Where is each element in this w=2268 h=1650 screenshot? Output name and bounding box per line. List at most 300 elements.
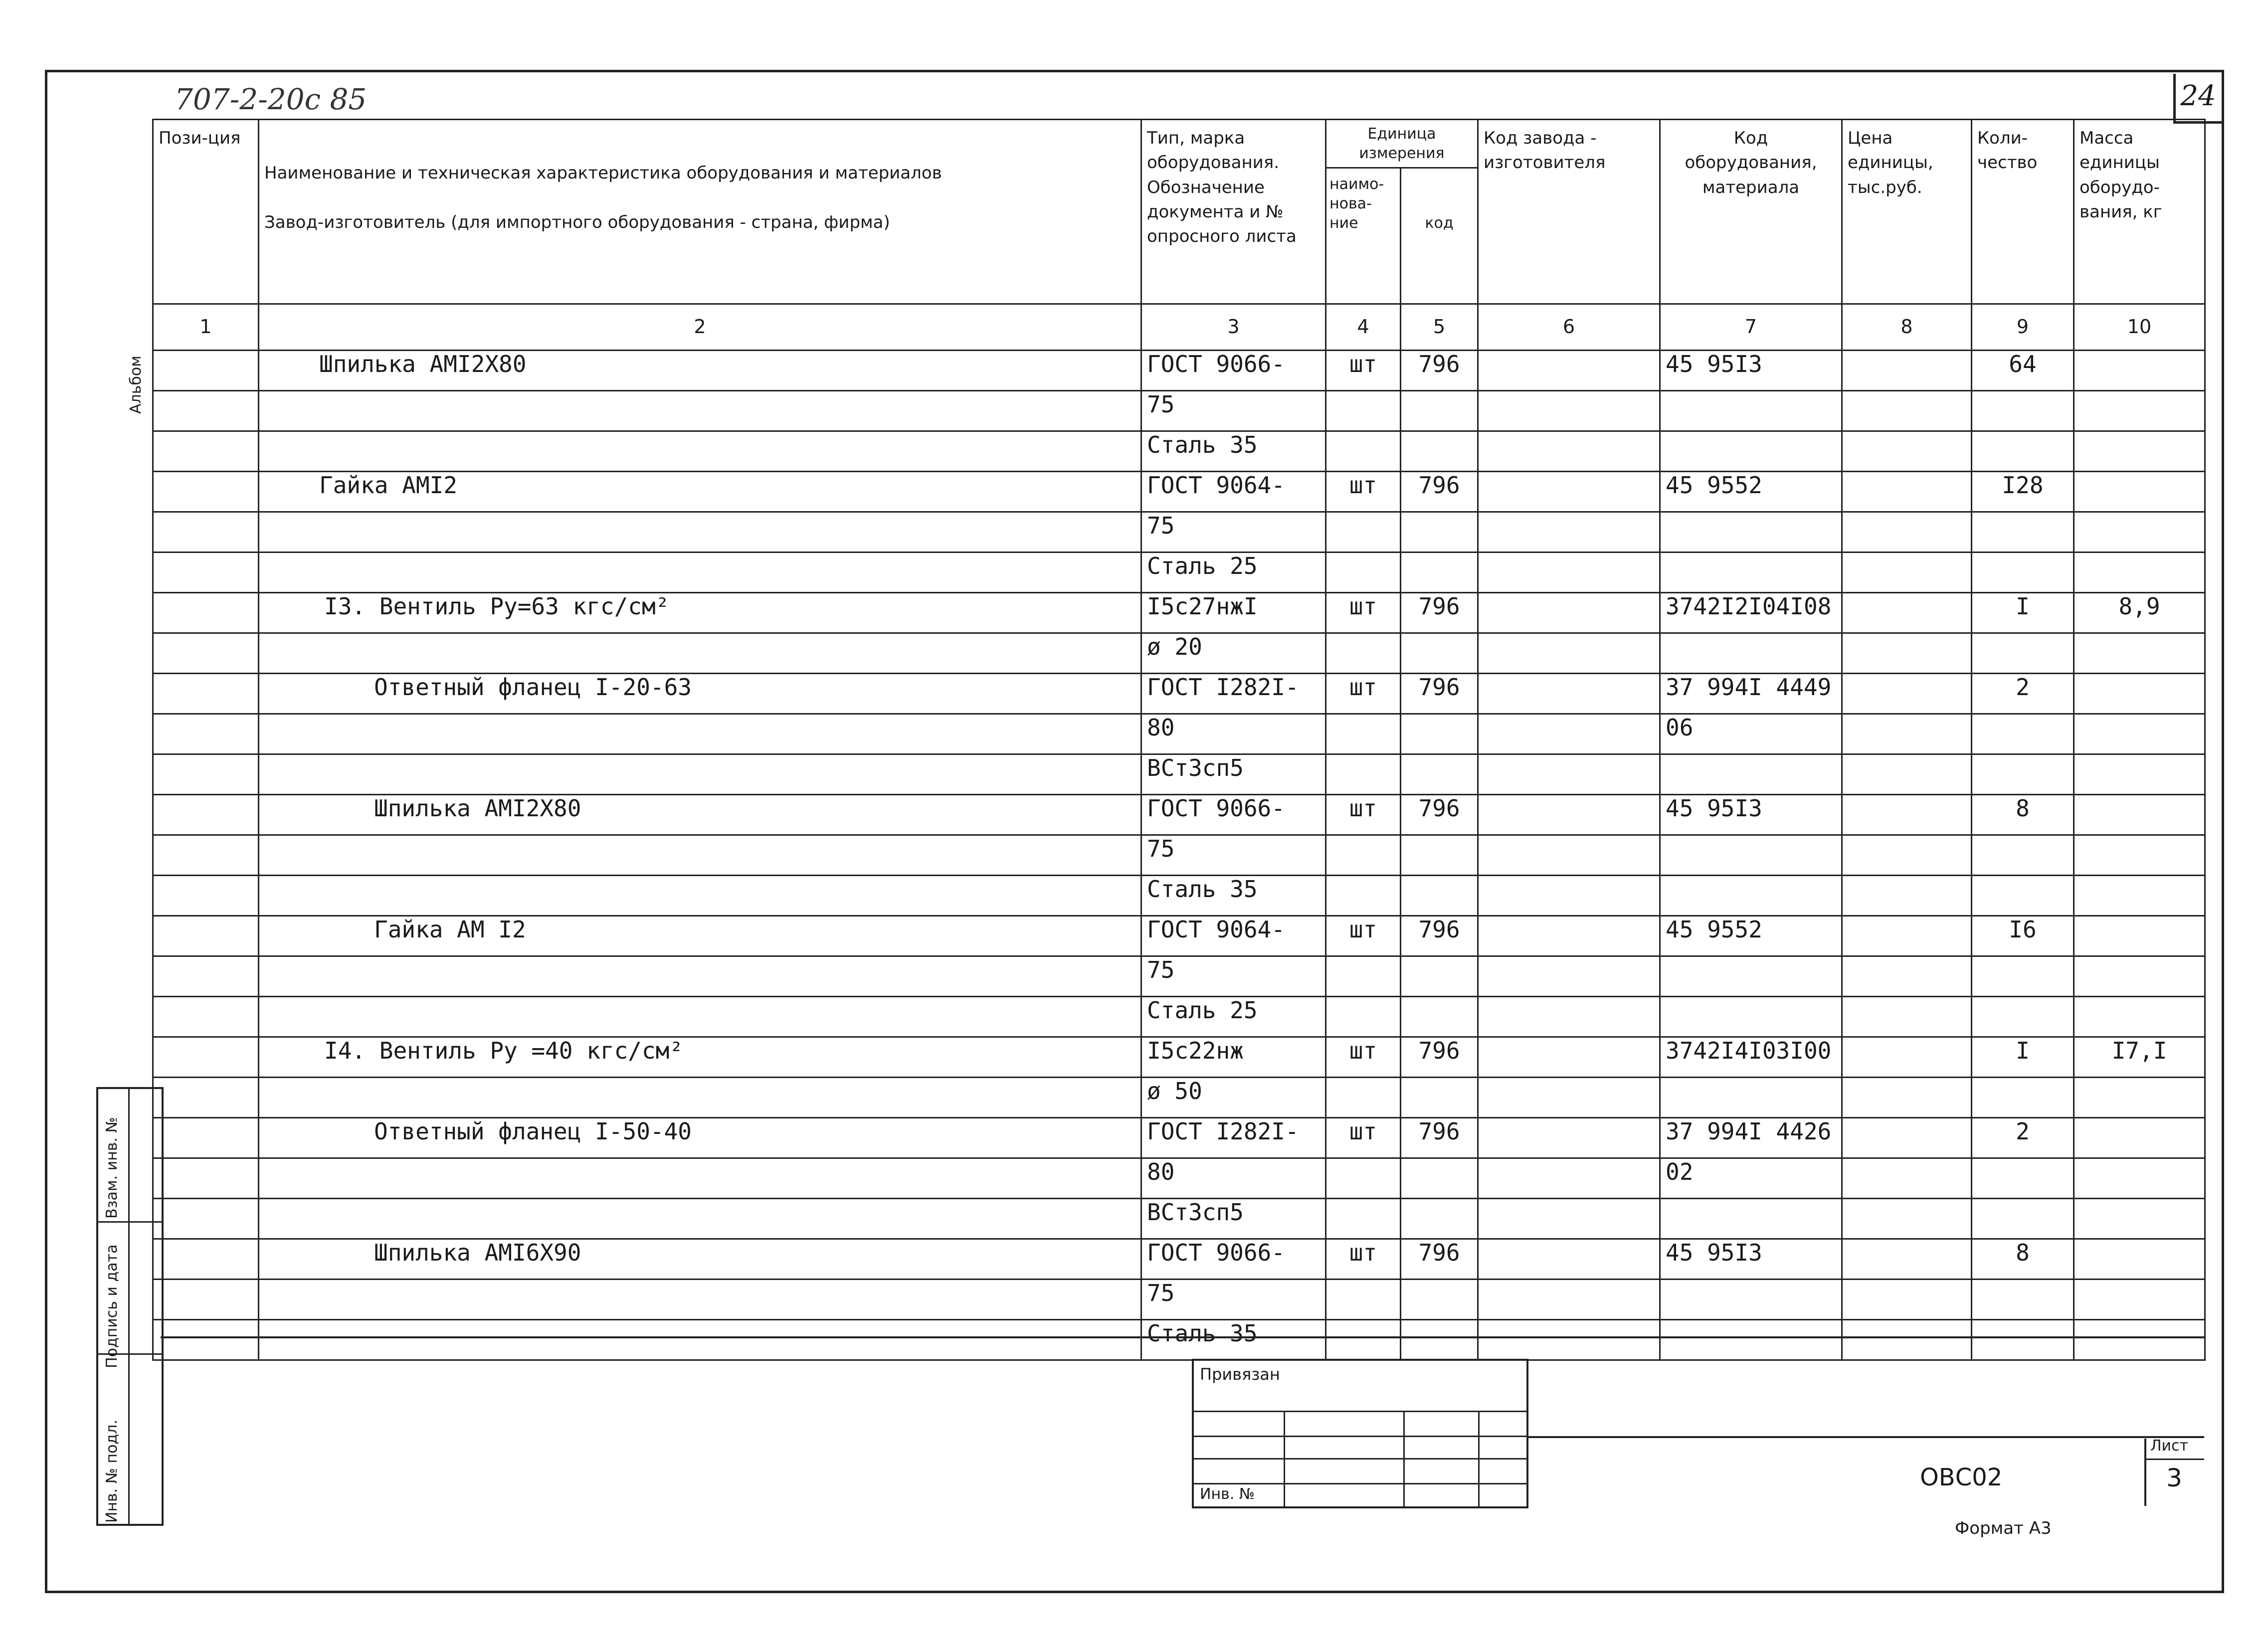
cell-position bbox=[153, 431, 259, 472]
cell-mass bbox=[2074, 431, 2205, 472]
cell-name bbox=[259, 835, 1141, 876]
cell-factory-code bbox=[1478, 916, 1660, 956]
cell-factory-code bbox=[1478, 512, 1660, 552]
header-unit-name: наимо-нова-ние bbox=[1326, 169, 1401, 303]
cell-name: Гайка АМI2 bbox=[259, 472, 1141, 512]
cell-material-code bbox=[1660, 835, 1842, 876]
cell-unit-code: 796 bbox=[1401, 1239, 1478, 1280]
specification-table bbox=[152, 119, 2206, 1361]
cell-unit-name bbox=[1326, 956, 1401, 997]
cell-position bbox=[153, 876, 259, 916]
cell-unit-name bbox=[1326, 835, 1401, 876]
cell-price bbox=[1842, 472, 1972, 512]
cell-factory-code bbox=[1478, 593, 1660, 633]
cell-name bbox=[259, 1078, 1141, 1118]
cell-price bbox=[1842, 431, 1972, 472]
cell-name: Ответный фланец I-20-63 bbox=[259, 674, 1141, 714]
cell-material-code bbox=[1660, 1320, 1842, 1360]
stamp-label: Привязан bbox=[1200, 1365, 1280, 1384]
cell-position bbox=[153, 472, 259, 512]
cell-factory-code bbox=[1478, 633, 1660, 674]
cell-price bbox=[1842, 552, 1972, 593]
cell-name bbox=[259, 1280, 1141, 1320]
cell-quantity: 64 bbox=[1972, 351, 2074, 391]
binding-inv-label: Инв. № подл. bbox=[103, 1420, 121, 1523]
table-row bbox=[153, 956, 2205, 997]
cell-mass bbox=[2074, 674, 2205, 714]
cell-price bbox=[1842, 876, 1972, 916]
cell-material-code bbox=[1660, 956, 1842, 997]
cell-quantity bbox=[1972, 1199, 2074, 1239]
cell-type: 75 bbox=[1141, 391, 1326, 431]
cell-type: 75 bbox=[1141, 512, 1326, 552]
cell-material-code bbox=[1660, 1280, 1842, 1320]
cell-quantity: I6 bbox=[1972, 916, 2074, 956]
cell-quantity: I bbox=[1972, 1037, 2074, 1078]
cell-type: ГОСТ 9064- bbox=[1141, 916, 1326, 956]
header-name-line2: Завод-изготовитель (для импортного оборудования - страна, фирма) bbox=[264, 212, 890, 233]
cell-type: I5с27нжI bbox=[1141, 593, 1326, 633]
table-row bbox=[153, 997, 2205, 1037]
table-header-row bbox=[153, 120, 2205, 304]
cell-quantity bbox=[1972, 956, 2074, 997]
cell-mass bbox=[2074, 876, 2205, 916]
cell-name: Шпилька АМI6Х90 bbox=[259, 1239, 1141, 1280]
cell-unit-name bbox=[1326, 633, 1401, 674]
cell-unit-code bbox=[1401, 1320, 1478, 1360]
cell-unit-code bbox=[1401, 391, 1478, 431]
table-row bbox=[153, 431, 2205, 472]
cell-unit-name: шт bbox=[1326, 593, 1401, 633]
cell-name bbox=[259, 997, 1141, 1037]
sheet-number-value: 3 bbox=[2166, 1464, 2182, 1492]
cell-name bbox=[259, 714, 1141, 754]
cell-material-code: 45 9552 bbox=[1660, 916, 1842, 956]
cell-unit-name: шт bbox=[1326, 1037, 1401, 1078]
cell-price bbox=[1842, 1118, 1972, 1158]
cell-type: Сталь 25 bbox=[1141, 997, 1326, 1037]
cell-mass bbox=[2074, 1078, 2205, 1118]
table-row bbox=[153, 593, 2205, 633]
cell-position bbox=[153, 351, 259, 391]
cell-name: Гайка АМ I2 bbox=[259, 916, 1141, 956]
cell-mass: 8,9 bbox=[2074, 593, 2205, 633]
cell-name bbox=[259, 391, 1141, 431]
cell-mass bbox=[2074, 512, 2205, 552]
stamp-line bbox=[1194, 1411, 1526, 1412]
cell-mass bbox=[2074, 795, 2205, 835]
cell-factory-code bbox=[1478, 835, 1660, 876]
cell-factory-code bbox=[1478, 754, 1660, 795]
cell-name bbox=[259, 754, 1141, 795]
cell-type: 75 bbox=[1141, 835, 1326, 876]
cell-factory-code bbox=[1478, 997, 1660, 1037]
cell-quantity bbox=[1972, 754, 2074, 795]
header-quantity: Коли-чество bbox=[1972, 120, 2074, 304]
cell-unit-name: шт bbox=[1326, 1239, 1401, 1280]
stamp-line bbox=[1194, 1483, 1526, 1484]
cell-unit-code: 796 bbox=[1401, 674, 1478, 714]
cell-unit-code bbox=[1401, 512, 1478, 552]
cell-price bbox=[1842, 795, 1972, 835]
cell-material-code bbox=[1660, 1078, 1842, 1118]
cell-quantity: 8 bbox=[1972, 1239, 2074, 1280]
table-row bbox=[153, 472, 2205, 512]
cell-factory-code bbox=[1478, 1078, 1660, 1118]
cell-position bbox=[153, 714, 259, 754]
cell-material-code: 3742I4I03I00 bbox=[1660, 1037, 1842, 1078]
cell-quantity bbox=[1972, 714, 2074, 754]
table-row bbox=[153, 1199, 2205, 1239]
cell-name bbox=[259, 633, 1141, 674]
sheet-label: Лист bbox=[2150, 1437, 2189, 1455]
cell-type: ВСт3сп5 bbox=[1141, 754, 1326, 795]
column-number-row bbox=[153, 304, 2205, 351]
cell-unit-name: шт bbox=[1326, 472, 1401, 512]
binding-signature-label: Подпись и дата bbox=[103, 1244, 121, 1368]
cell-mass bbox=[2074, 633, 2205, 674]
header-name bbox=[259, 120, 1141, 304]
cell-position bbox=[153, 674, 259, 714]
table-row bbox=[153, 674, 2205, 714]
cell-material-code bbox=[1660, 391, 1842, 431]
cell-factory-code bbox=[1478, 1199, 1660, 1239]
cell-name: Шпилька АМI2Х80 bbox=[259, 795, 1141, 835]
stamp-divider bbox=[1284, 1411, 1285, 1506]
cell-factory-code bbox=[1478, 391, 1660, 431]
cell-factory-code bbox=[1478, 1280, 1660, 1320]
cell-unit-name bbox=[1326, 1320, 1401, 1360]
cell-quantity bbox=[1972, 391, 2074, 431]
cell-unit-name bbox=[1326, 1199, 1401, 1239]
cell-unit-name bbox=[1326, 1158, 1401, 1199]
cell-name bbox=[259, 1199, 1141, 1239]
cell-name: Шпилька АМI2Х80 bbox=[259, 351, 1141, 391]
cell-mass bbox=[2074, 1158, 2205, 1199]
cell-quantity: 8 bbox=[1972, 795, 2074, 835]
cell-type: ГОСТ 9066- bbox=[1141, 795, 1326, 835]
cell-price bbox=[1842, 916, 1972, 956]
cell-unit-name bbox=[1326, 512, 1401, 552]
cell-material-code: 06 bbox=[1660, 714, 1842, 754]
column-number: 9 bbox=[1972, 304, 2074, 351]
table-row bbox=[153, 754, 2205, 795]
cell-type: 75 bbox=[1141, 956, 1326, 997]
cell-unit-name bbox=[1326, 391, 1401, 431]
cell-material-code: 37 994I 4426 bbox=[1660, 1118, 1842, 1158]
table-row bbox=[153, 512, 2205, 552]
cell-mass bbox=[2074, 552, 2205, 593]
cell-position bbox=[153, 552, 259, 593]
table-row bbox=[153, 876, 2205, 916]
table-row bbox=[153, 714, 2205, 754]
cell-unit-code bbox=[1401, 431, 1478, 472]
cell-unit-code bbox=[1401, 1078, 1478, 1118]
cell-unit-code: 796 bbox=[1401, 472, 1478, 512]
table-row bbox=[153, 835, 2205, 876]
column-number: 1 bbox=[153, 304, 259, 351]
cell-type: Сталь 35 bbox=[1141, 431, 1326, 472]
format-label: Формат А3 bbox=[1955, 1518, 2052, 1538]
header-unit-top: Единица измерения bbox=[1326, 120, 1477, 169]
cell-material-code bbox=[1660, 1199, 1842, 1239]
table-row bbox=[153, 552, 2205, 593]
cell-quantity bbox=[1972, 997, 2074, 1037]
cell-position bbox=[153, 1239, 259, 1280]
cell-material-code: 37 994I 4449 bbox=[1660, 674, 1842, 714]
cell-price bbox=[1842, 391, 1972, 431]
cell-material-code bbox=[1660, 512, 1842, 552]
sheet-number: 24 bbox=[2180, 80, 2216, 112]
cell-position bbox=[153, 795, 259, 835]
cell-name: I3. Вентиль Ру=63 кгс/см² bbox=[259, 593, 1141, 633]
stamp-divider bbox=[1403, 1411, 1405, 1506]
cell-material-code bbox=[1660, 997, 1842, 1037]
cell-unit-code: 796 bbox=[1401, 351, 1478, 391]
table-row bbox=[153, 1158, 2205, 1199]
cell-factory-code bbox=[1478, 1158, 1660, 1199]
cell-unit-code bbox=[1401, 997, 1478, 1037]
cell-name bbox=[259, 512, 1141, 552]
cell-material-code: 45 9552 bbox=[1660, 472, 1842, 512]
cell-material-code: 02 bbox=[1660, 1158, 1842, 1199]
cell-position bbox=[153, 997, 259, 1037]
cell-unit-name: шт bbox=[1326, 1118, 1401, 1158]
cell-position bbox=[153, 754, 259, 795]
cell-position bbox=[153, 1158, 259, 1199]
stamp-line bbox=[1194, 1436, 1526, 1437]
cell-unit-code bbox=[1401, 714, 1478, 754]
cell-name bbox=[259, 876, 1141, 916]
cell-factory-code bbox=[1478, 1320, 1660, 1360]
cell-unit-name bbox=[1326, 431, 1401, 472]
table-row bbox=[153, 1037, 2205, 1078]
cell-unit-code bbox=[1401, 956, 1478, 997]
cell-type: ø 50 bbox=[1141, 1078, 1326, 1118]
column-number: 5 bbox=[1401, 304, 1478, 351]
stamp-line bbox=[1194, 1458, 1526, 1460]
cell-type: Сталь 35 bbox=[1141, 876, 1326, 916]
album-label: Альбом bbox=[127, 356, 145, 414]
cell-factory-code bbox=[1478, 956, 1660, 997]
cell-material-code: 45 95I3 bbox=[1660, 1239, 1842, 1280]
cell-quantity: I bbox=[1972, 593, 2074, 633]
cell-type: 75 bbox=[1141, 1280, 1326, 1320]
cell-mass bbox=[2074, 351, 2205, 391]
cell-position bbox=[153, 956, 259, 997]
cell-mass bbox=[2074, 1199, 2205, 1239]
table-row bbox=[153, 1239, 2205, 1280]
cell-price bbox=[1842, 351, 1972, 391]
header-price: Цена единицы, тыс.руб. bbox=[1842, 120, 1972, 304]
cell-price bbox=[1842, 956, 1972, 997]
cell-position bbox=[153, 1199, 259, 1239]
header-material-code: Код оборудования, материала bbox=[1660, 120, 1842, 304]
cell-unit-name: шт bbox=[1326, 674, 1401, 714]
cell-unit-code bbox=[1401, 876, 1478, 916]
cell-position bbox=[153, 835, 259, 876]
cell-price bbox=[1842, 1320, 1972, 1360]
cell-mass bbox=[2074, 835, 2205, 876]
cell-unit-name: шт bbox=[1326, 916, 1401, 956]
cell-quantity bbox=[1972, 835, 2074, 876]
cell-material-code bbox=[1660, 876, 1842, 916]
cell-position bbox=[153, 1280, 259, 1320]
cell-unit-name bbox=[1326, 1280, 1401, 1320]
cell-factory-code bbox=[1478, 1037, 1660, 1078]
cell-name bbox=[259, 1158, 1141, 1199]
cell-factory-code bbox=[1478, 1239, 1660, 1280]
cell-unit-code bbox=[1401, 1199, 1478, 1239]
cell-unit-code: 796 bbox=[1401, 1118, 1478, 1158]
cell-quantity: 2 bbox=[1972, 674, 2074, 714]
cell-position bbox=[153, 512, 259, 552]
cell-name bbox=[259, 956, 1141, 997]
cell-price bbox=[1842, 835, 1972, 876]
cell-price bbox=[1842, 1037, 1972, 1078]
cell-unit-name bbox=[1326, 714, 1401, 754]
cell-name bbox=[259, 431, 1141, 472]
header-type: Тип, марка оборудования. Обозначение документа и № опросного листа bbox=[1141, 120, 1326, 304]
column-number: 6 bbox=[1478, 304, 1660, 351]
cell-unit-name: шт bbox=[1326, 795, 1401, 835]
cell-position bbox=[153, 916, 259, 956]
cell-type: Сталь 25 bbox=[1141, 552, 1326, 593]
cell-type: ГОСТ 9066- bbox=[1141, 351, 1326, 391]
cell-unit-name bbox=[1326, 876, 1401, 916]
binding-replace-label: Взам. инв. № bbox=[103, 1117, 121, 1219]
cell-material-code: 45 95I3 bbox=[1660, 795, 1842, 835]
cell-name bbox=[259, 552, 1141, 593]
cell-type: ГОСТ 9066- bbox=[1141, 1239, 1326, 1280]
cell-unit-name bbox=[1326, 997, 1401, 1037]
cell-unit-code bbox=[1401, 754, 1478, 795]
cell-name: Ответный фланец I-50-40 bbox=[259, 1118, 1141, 1158]
cell-type: ВСт3сп5 bbox=[1141, 1199, 1326, 1239]
cell-price bbox=[1842, 1158, 1972, 1199]
binding-stamp bbox=[1192, 1359, 1528, 1508]
cell-quantity bbox=[1972, 633, 2074, 674]
column-number: 3 bbox=[1141, 304, 1326, 351]
cell-quantity bbox=[1972, 431, 2074, 472]
binding-divider bbox=[128, 1089, 130, 1524]
cell-unit-name bbox=[1326, 754, 1401, 795]
cell-material-code: 45 95I3 bbox=[1660, 351, 1842, 391]
table-body bbox=[153, 351, 2205, 1360]
cell-unit-code: 796 bbox=[1401, 916, 1478, 956]
cell-quantity bbox=[1972, 876, 2074, 916]
table-bottom-border bbox=[161, 1336, 2204, 1338]
cell-factory-code bbox=[1478, 472, 1660, 512]
cell-mass bbox=[2074, 754, 2205, 795]
header-name-line1: Наименование и техническая характеристика оборудования и материалов bbox=[264, 163, 942, 183]
cell-type: Сталь 35 bbox=[1141, 1320, 1326, 1360]
cell-material-code bbox=[1660, 754, 1842, 795]
cell-type: ГОСТ I282I- bbox=[1141, 1118, 1326, 1158]
cell-material-code: 3742I2I04I08 bbox=[1660, 593, 1842, 633]
cell-quantity bbox=[1972, 1078, 2074, 1118]
cell-type: 80 bbox=[1141, 714, 1326, 754]
column-number: 7 bbox=[1660, 304, 1842, 351]
header-factory-code: Код завода - изготовителя bbox=[1478, 120, 1660, 304]
cell-name: I4. Вентиль Ру =40 кгс/см² bbox=[259, 1037, 1141, 1078]
cell-price bbox=[1842, 593, 1972, 633]
cell-factory-code bbox=[1478, 795, 1660, 835]
cell-unit-code bbox=[1401, 552, 1478, 593]
cell-type: ГОСТ 9064- bbox=[1141, 472, 1326, 512]
cell-type: ø 20 bbox=[1141, 633, 1326, 674]
cell-price bbox=[1842, 1239, 1972, 1280]
cell-quantity bbox=[1972, 1158, 2074, 1199]
cell-mass bbox=[2074, 714, 2205, 754]
cell-factory-code bbox=[1478, 431, 1660, 472]
title-block-line bbox=[1528, 1436, 2204, 1438]
cell-factory-code bbox=[1478, 674, 1660, 714]
cell-mass bbox=[2074, 916, 2205, 956]
table-row bbox=[153, 391, 2205, 431]
cell-price bbox=[1842, 633, 1972, 674]
cell-unit-code: 796 bbox=[1401, 795, 1478, 835]
cell-price bbox=[1842, 512, 1972, 552]
cell-factory-code bbox=[1478, 351, 1660, 391]
cell-mass bbox=[2074, 1118, 2205, 1158]
cell-position bbox=[153, 1320, 259, 1360]
table-row bbox=[153, 1118, 2205, 1158]
table-row bbox=[153, 1280, 2205, 1320]
cell-unit-name bbox=[1326, 552, 1401, 593]
cell-quantity: I28 bbox=[1972, 472, 2074, 512]
cell-name bbox=[259, 1320, 1141, 1360]
document-code: ОВС02 bbox=[1920, 1464, 2003, 1491]
cell-type: 80 bbox=[1141, 1158, 1326, 1199]
header-unit-code: код bbox=[1425, 214, 1454, 232]
cell-mass: I7,I bbox=[2074, 1037, 2205, 1078]
cell-position bbox=[153, 1037, 259, 1078]
column-number: 10 bbox=[2074, 304, 2205, 351]
cell-mass bbox=[2074, 1320, 2205, 1360]
cell-mass bbox=[2074, 956, 2205, 997]
cell-material-code bbox=[1660, 633, 1842, 674]
cell-factory-code bbox=[1478, 876, 1660, 916]
cell-unit-name bbox=[1326, 1078, 1401, 1118]
sheet-box-divider bbox=[2144, 1459, 2204, 1460]
cell-type: I5с22нж bbox=[1141, 1037, 1326, 1078]
cell-unit-code: 796 bbox=[1401, 593, 1478, 633]
cell-material-code bbox=[1660, 431, 1842, 472]
cell-position bbox=[153, 633, 259, 674]
document-reference: 707-2-20с 85 bbox=[175, 82, 367, 116]
cell-material-code bbox=[1660, 552, 1842, 593]
cell-position bbox=[153, 1078, 259, 1118]
table-row bbox=[153, 1078, 2205, 1118]
cell-quantity bbox=[1972, 512, 2074, 552]
cell-price bbox=[1842, 1078, 1972, 1118]
cell-price bbox=[1842, 1280, 1972, 1320]
cell-position bbox=[153, 391, 259, 431]
cell-position bbox=[153, 593, 259, 633]
stamp-divider bbox=[1478, 1411, 1480, 1506]
cell-unit-code bbox=[1401, 1158, 1478, 1199]
column-number: 2 bbox=[259, 304, 1141, 351]
cell-quantity: 2 bbox=[1972, 1118, 2074, 1158]
cell-unit-code bbox=[1401, 633, 1478, 674]
cell-price bbox=[1842, 674, 1972, 714]
cell-factory-code bbox=[1478, 1118, 1660, 1158]
cell-mass bbox=[2074, 1239, 2205, 1280]
cell-mass bbox=[2074, 391, 2205, 431]
header-mass: Масса единицы оборудо-вания, кг bbox=[2074, 120, 2205, 304]
cell-quantity bbox=[1972, 552, 2074, 593]
